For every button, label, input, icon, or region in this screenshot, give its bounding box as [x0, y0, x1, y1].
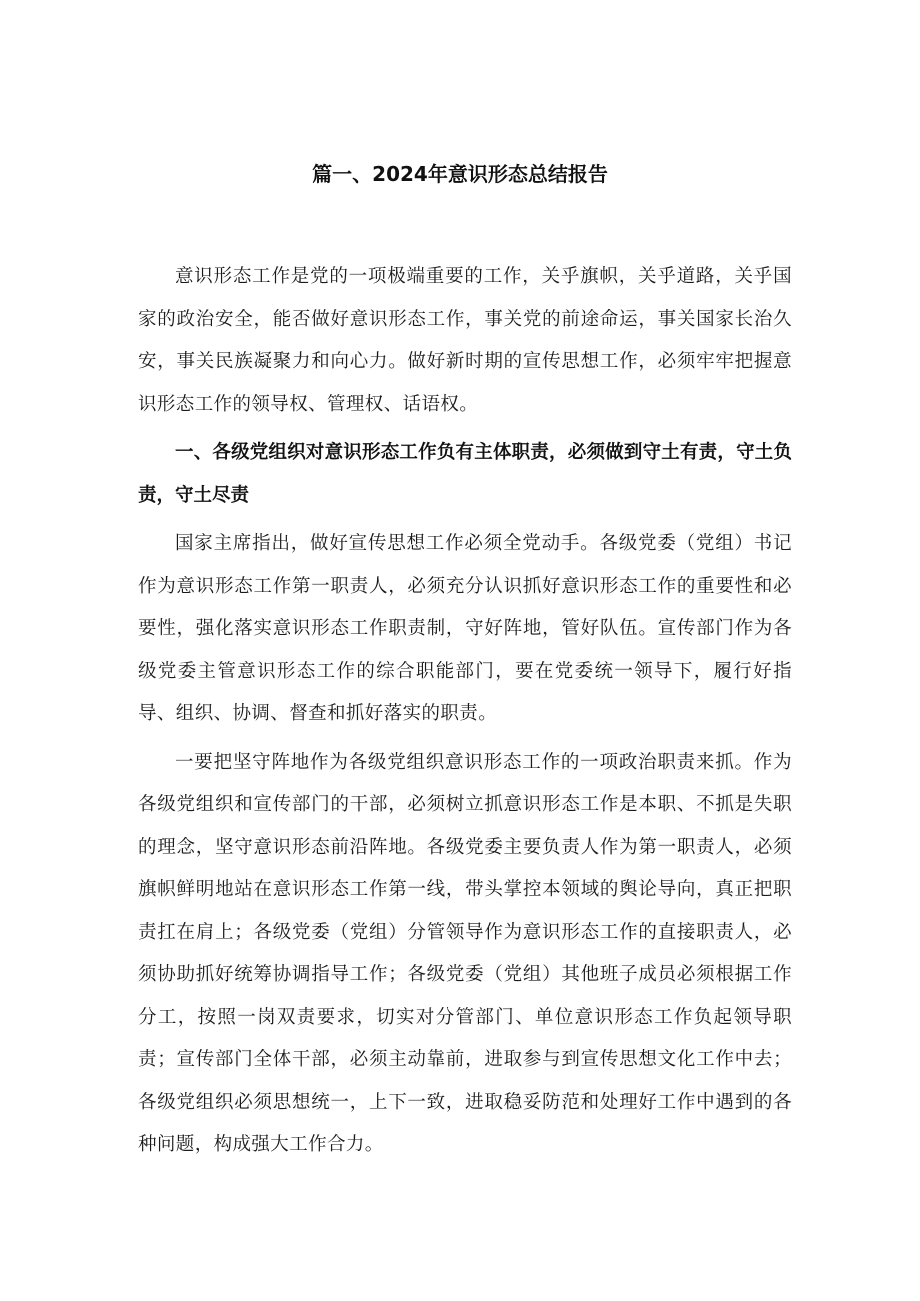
body-paragraph: 一要把坚守阵地作为各级党组织意识形态工作的一项政治职责来抓。作为各级党组织和宣传部门的干部，必须树立抓意识形态工作是本职、不抓是失职的理念，坚守意识形态前沿阵地。各级党委主要负责人作为第一职责人，必须旗帜鲜明地站在意识形态工作第一线，带头掌控本领域的舆论导向，真正把职责扛在肩上；各级党委（党组）分管领导作为意识形态工作的直接职责人，必须协助抓好统筹协调指导工作；各级党委（党组）其他班子成员必须根据工作分工，按照一岗双责要求，切实对分管部门、单位意识形态工作负起领导职责；宣传部门全体干部，必须主动靠前，进取参与到宣传思想文化工作中去；各级党组织必须思想统一，上下一致，进取稳妥防范和处理好工作中遇到的各种问题，构成强大工作合力。 — [138, 751, 792, 1155]
section-heading: 一、各级党组织对意识形态工作负有主体职责，必须做到守土有责，守土负责，守土尽责 — [138, 442, 792, 506]
intro-paragraph: 意识形态工作是党的一项极端重要的工作，关乎旗帜，关乎道路，关乎国家的政治安全，能否做好意识形态工作，事关党的前途命运，事关国家长治久安，事关民族凝聚力和向心力。做好新时期的宣传思想工作，必须牢牢把握意识形态工作的领导权、管理权、话语权。 — [138, 266, 792, 415]
document-body — [138, 256, 792, 1167]
body-paragraph: 国家主席指出，做好宣传思想工作必须全党动手。各级党委（党组）书记作为意识形态工作第一职责人，必须充分认识抓好意识形态工作的重要性和必要性，强化落实意识形态工作职责制，守好阵地，管好队伍。宣传部门作为各级党委主管意识形态工作的综合职能部门，要在党委统一领导下，履行好指导、组织、协调、督查和抓好落实的职责。 — [138, 533, 792, 724]
document-title: 篇一、2024年意识形态总结报告 — [312, 162, 608, 186]
